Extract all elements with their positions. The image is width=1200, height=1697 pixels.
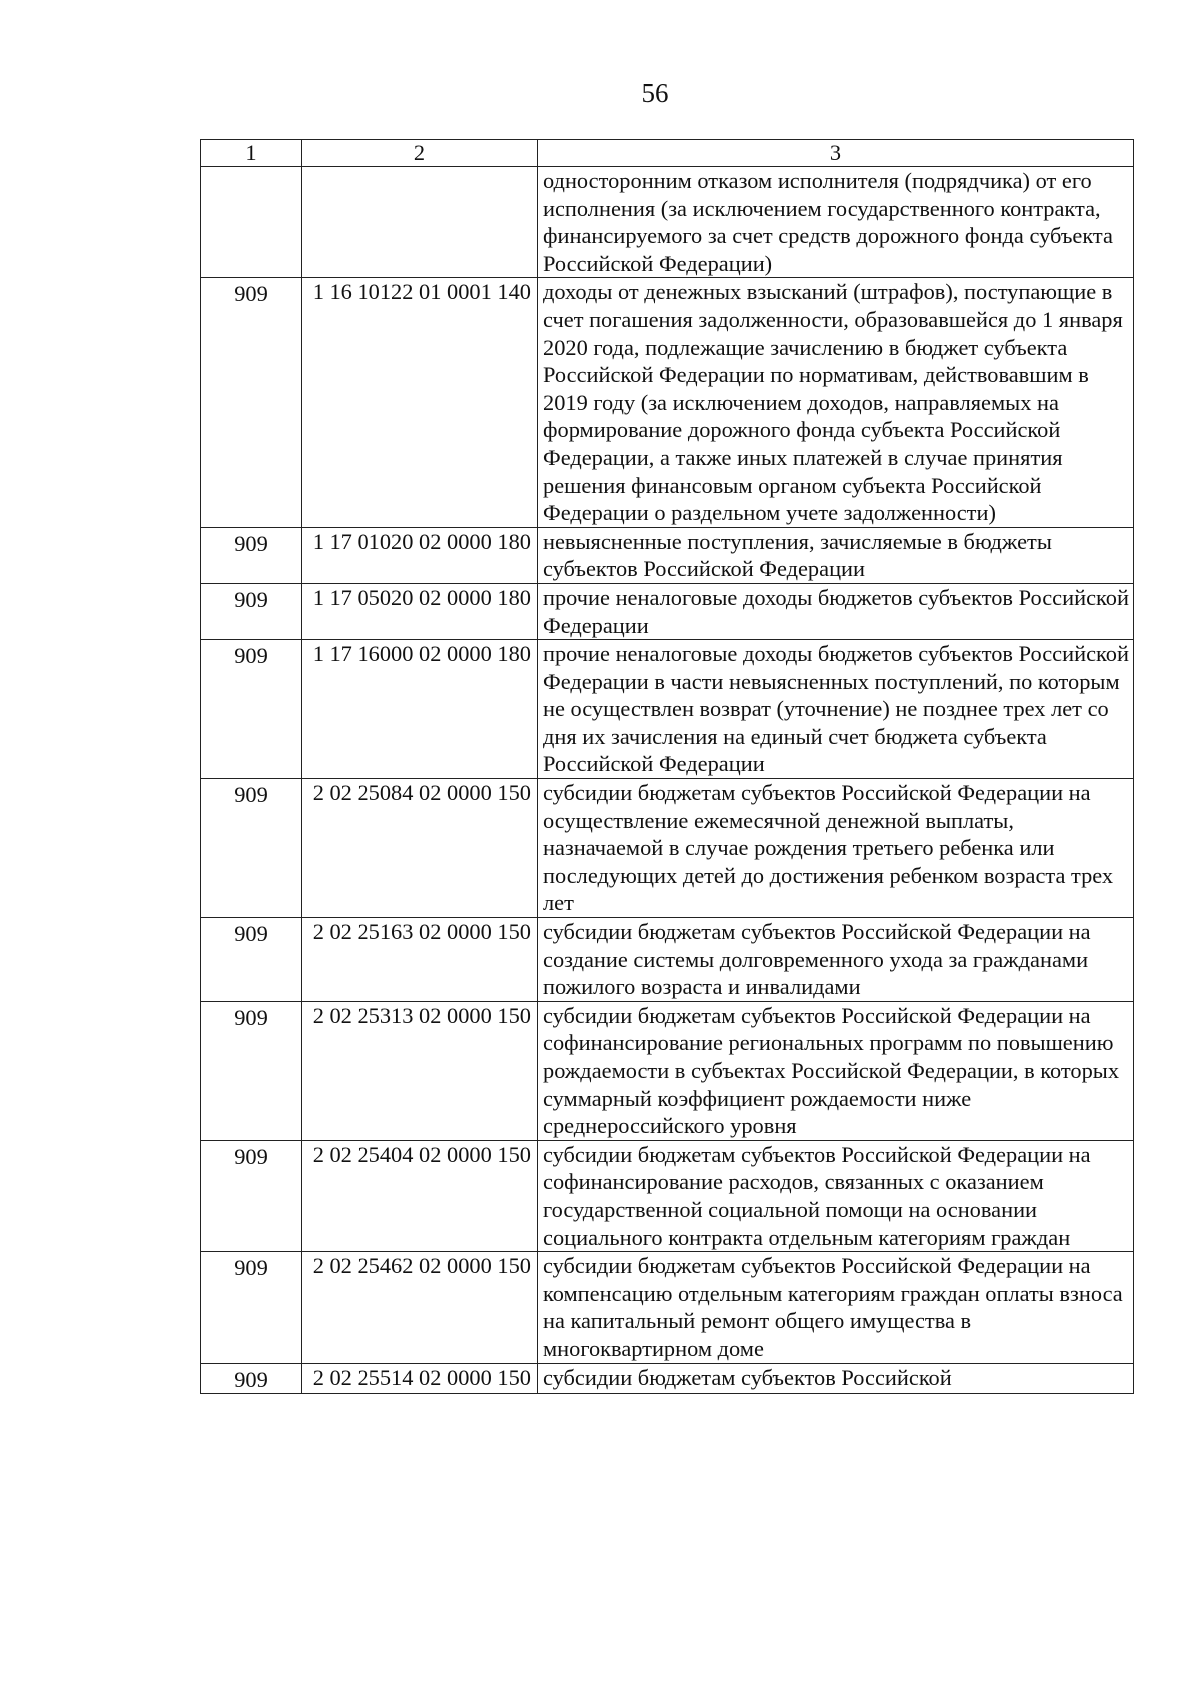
description-cell: доходы от денежных взысканий (штрафов), поступающие в счет погашения задолженности, образовавшейся до 1 января 2020 года, подлежащие зачислению в бюджет субъекта Российской Федерации по нормативам, действовавшим в 2019 году (за исключением доходов, направляемых на формирование дорожного фонда субъекта Российской Федерации, а также иных платежей в случае принятия решения финансовым органом субъекта Российской Федерации о раздельном учете задолженности): [538, 278, 1134, 527]
admin-code-cell: 909: [201, 918, 302, 1002]
table-row: [201, 527, 1134, 583]
admin-code-cell: 909: [201, 1140, 302, 1251]
budget-code-cell: 2 02 25514 02 0000 150: [302, 1363, 538, 1394]
description-cell: прочие неналоговые доходы бюджетов субъектов Российской Федерации в части невыясненных поступлений, по которым не осуществлен возврат (уточнение) не позднее трех лет со дня их зачисления на единый счет бюджета субъекта Российской Федерации: [538, 640, 1134, 779]
description-cell: субсидии бюджетам субъектов Российской Федерации на софинансирование региональных программ по повышению рождаемости в субъектах Российской Федерации, в которых суммарный коэффициент рождаемости ниже среднероссийского уровня: [538, 1001, 1134, 1140]
admin-code-cell: 909: [201, 1363, 302, 1394]
budget-code-cell: 2 02 25404 02 0000 150: [302, 1140, 538, 1251]
description-cell: субсидии бюджетам субъектов Российской Федерации на создание системы долговременного ухода за гражданами пожилого возраста и инвалидами: [538, 918, 1134, 1002]
admin-code-cell: 909: [201, 640, 302, 779]
budget-code-cell: 2 02 25313 02 0000 150: [302, 1001, 538, 1140]
revenue-codes-table: [200, 139, 1134, 1394]
admin-code-cell: 909: [201, 1252, 302, 1363]
column-header-2: 2: [302, 140, 538, 167]
description-cell: субсидии бюджетам субъектов Российской Федерации на компенсацию отдельным категориям граждан оплаты взноса на капитальный ремонт общего имущества в многоквартирном доме: [538, 1252, 1134, 1363]
table-row: [201, 779, 1134, 918]
admin-code-cell: 909: [201, 278, 302, 527]
table-row: [201, 640, 1134, 779]
description-cell: невыясненные поступления, зачисляемые в бюджеты субъектов Российской Федерации: [538, 527, 1134, 583]
budget-code-cell: 2 02 25084 02 0000 150: [302, 779, 538, 918]
admin-code-cell: 909: [201, 583, 302, 639]
description-cell: односторонним отказом исполнителя (подрядчика) от его исполнения (за исключением государственного контракта, финансируемого за счет средств дорожного фонда субъекта Российской Федерации): [538, 167, 1134, 278]
budget-code-cell: 1 17 05020 02 0000 180: [302, 583, 538, 639]
budget-code-cell: 2 02 25163 02 0000 150: [302, 918, 538, 1002]
table-row: [201, 1140, 1134, 1251]
description-cell: субсидии бюджетам субъектов Российской Федерации на софинансирование расходов, связанных с оказанием государственной социальной помощи на основании социального контракта отдельным категориям граждан: [538, 1140, 1134, 1251]
budget-code-cell: 1 17 01020 02 0000 180: [302, 527, 538, 583]
column-header-1: 1: [201, 140, 302, 167]
table-row: [201, 1363, 1134, 1394]
description-cell: субсидии бюджетам субъектов Российской: [538, 1363, 1134, 1394]
table-row: [201, 278, 1134, 527]
admin-code-cell: [201, 167, 302, 278]
budget-code-cell: 2 02 25462 02 0000 150: [302, 1252, 538, 1363]
description-cell: прочие неналоговые доходы бюджетов субъектов Российской Федерации: [538, 583, 1134, 639]
admin-code-cell: 909: [201, 527, 302, 583]
table-row: [201, 583, 1134, 639]
budget-code-cell: 1 17 16000 02 0000 180: [302, 640, 538, 779]
table-row: [201, 918, 1134, 1002]
description-cell: субсидии бюджетам субъектов Российской Федерации на осуществление ежемесячной денежной выплаты, назначаемой в случае рождения третьего ребенка или последующих детей до достижения ребенком возраста трех лет: [538, 779, 1134, 918]
admin-code-cell: 909: [201, 779, 302, 918]
table-row: [201, 167, 1134, 278]
page-number: 56: [641, 78, 669, 108]
budget-code-cell: 1 16 10122 01 0001 140: [302, 278, 538, 527]
column-header-3: 3: [538, 140, 1134, 167]
table-row: [201, 1001, 1134, 1140]
budget-code-cell: [302, 167, 538, 278]
table-row: [201, 1252, 1134, 1363]
admin-code-cell: 909: [201, 1001, 302, 1140]
table-header-row: [201, 140, 1134, 167]
